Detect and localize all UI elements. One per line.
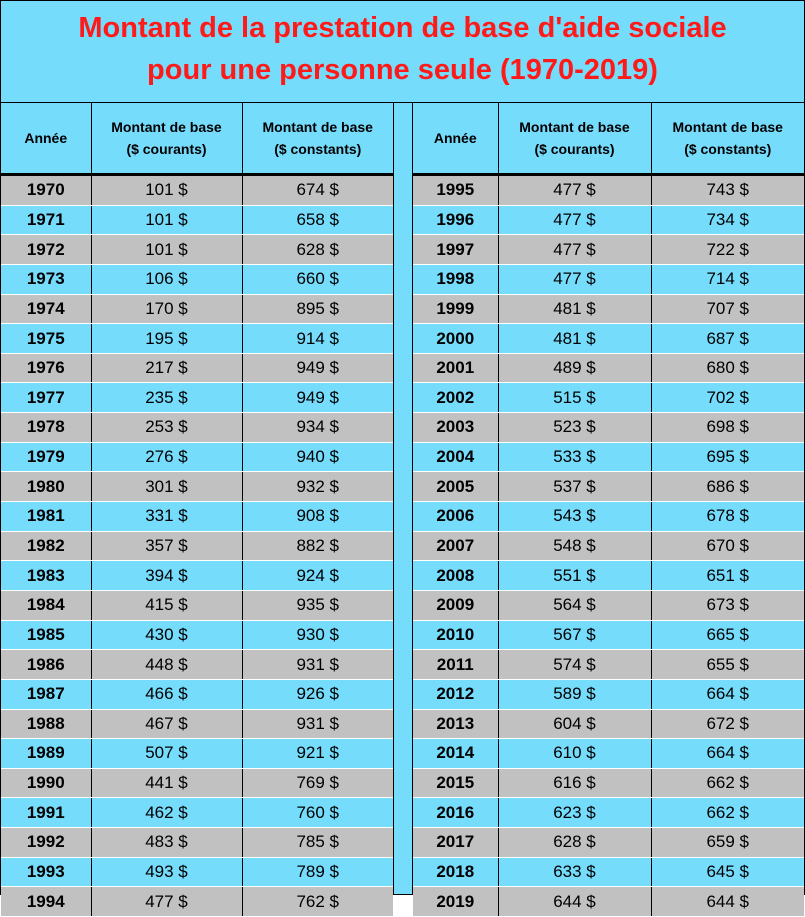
current-amount-cell: 564 $ <box>498 590 651 620</box>
year-cell: 2016 <box>413 798 498 828</box>
year-cell: 1988 <box>1 709 91 739</box>
current-amount-cell: 515 $ <box>498 383 651 413</box>
table-row <box>413 531 804 561</box>
header-constant <box>651 103 804 175</box>
current-amount-cell: 537 $ <box>498 472 651 502</box>
year-cell: 1994 <box>1 887 91 917</box>
year-cell: 1997 <box>413 235 498 265</box>
constant-amount-cell: 673 $ <box>651 590 804 620</box>
current-amount-cell: 276 $ <box>91 442 242 472</box>
year-cell: 1970 <box>1 175 91 206</box>
year-cell: 1986 <box>1 650 91 680</box>
header-current-line1: Montant de base <box>519 119 630 135</box>
header-constant-line2: ($ constants) <box>684 141 772 157</box>
table-row <box>1 739 393 769</box>
current-amount-cell: 101 $ <box>91 175 242 206</box>
table-row <box>1 828 393 858</box>
year-cell: 1995 <box>413 175 498 206</box>
constant-amount-cell: 645 $ <box>651 857 804 887</box>
current-amount-cell: 493 $ <box>91 857 242 887</box>
year-cell: 1973 <box>1 264 91 294</box>
year-cell: 2014 <box>413 739 498 769</box>
table-row <box>413 442 804 472</box>
year-cell: 2002 <box>413 383 498 413</box>
header-constant <box>242 103 393 175</box>
current-amount-cell: 644 $ <box>498 887 651 917</box>
year-cell: 2009 <box>413 590 498 620</box>
constant-amount-cell: 707 $ <box>651 294 804 324</box>
year-cell: 2000 <box>413 324 498 354</box>
table-row <box>413 472 804 502</box>
table-row <box>1 531 393 561</box>
header-constant-line1: Montant de base <box>262 119 373 135</box>
table-row <box>413 413 804 443</box>
header-constant-line2: ($ constants) <box>274 141 362 157</box>
year-cell: 1992 <box>1 828 91 858</box>
table-row <box>413 561 804 591</box>
page-title <box>1 1 804 103</box>
constant-amount-cell: 785 $ <box>242 828 393 858</box>
header-year <box>413 103 498 175</box>
year-cell: 2018 <box>413 857 498 887</box>
year-cell: 2015 <box>413 768 498 798</box>
table-row <box>1 857 393 887</box>
table-row <box>413 739 804 769</box>
constant-amount-cell: 655 $ <box>651 650 804 680</box>
year-cell: 1993 <box>1 857 91 887</box>
table-row <box>413 620 804 650</box>
table-row <box>1 887 393 917</box>
table-row <box>413 175 804 206</box>
current-amount-cell: 489 $ <box>498 353 651 383</box>
current-amount-cell: 467 $ <box>91 709 242 739</box>
constant-amount-cell: 680 $ <box>651 353 804 383</box>
current-amount-cell: 589 $ <box>498 679 651 709</box>
current-amount-cell: 574 $ <box>498 650 651 680</box>
header-current <box>91 103 242 175</box>
constant-amount-cell: 789 $ <box>242 857 393 887</box>
left-header-row <box>1 103 393 175</box>
constant-amount-cell: 678 $ <box>651 502 804 532</box>
year-cell: 2011 <box>413 650 498 680</box>
constant-amount-cell: 674 $ <box>242 175 393 206</box>
constant-amount-cell: 734 $ <box>651 205 804 235</box>
year-cell: 2012 <box>413 679 498 709</box>
year-cell: 1998 <box>413 264 498 294</box>
table-row <box>413 650 804 680</box>
current-amount-cell: 430 $ <box>91 620 242 650</box>
year-cell: 1980 <box>1 472 91 502</box>
current-amount-cell: 441 $ <box>91 768 242 798</box>
current-amount-cell: 195 $ <box>91 324 242 354</box>
right-table-panel <box>413 103 804 911</box>
year-cell: 2005 <box>413 472 498 502</box>
constant-amount-cell: 670 $ <box>651 531 804 561</box>
year-cell: 1971 <box>1 205 91 235</box>
current-amount-cell: 628 $ <box>498 828 651 858</box>
constant-amount-cell: 651 $ <box>651 561 804 591</box>
constant-amount-cell: 908 $ <box>242 502 393 532</box>
current-amount-cell: 633 $ <box>498 857 651 887</box>
constant-amount-cell: 949 $ <box>242 353 393 383</box>
table-row <box>413 828 804 858</box>
year-cell: 1982 <box>1 531 91 561</box>
right-table-body <box>413 175 804 917</box>
table-row <box>413 679 804 709</box>
constant-amount-cell: 762 $ <box>242 887 393 917</box>
year-cell: 2008 <box>413 561 498 591</box>
constant-amount-cell: 644 $ <box>651 887 804 917</box>
constant-amount-cell: 702 $ <box>651 383 804 413</box>
table-row <box>413 353 804 383</box>
table-row <box>1 709 393 739</box>
table-row <box>413 264 804 294</box>
year-cell: 2017 <box>413 828 498 858</box>
current-amount-cell: 106 $ <box>91 264 242 294</box>
table-row <box>1 383 393 413</box>
constant-amount-cell: 934 $ <box>242 413 393 443</box>
left-table-body <box>1 175 393 917</box>
header-year-label: Année <box>433 130 477 146</box>
current-amount-cell: 481 $ <box>498 324 651 354</box>
table-row <box>1 679 393 709</box>
current-amount-cell: 101 $ <box>91 205 242 235</box>
table-row <box>1 294 393 324</box>
table-row <box>1 472 393 502</box>
constant-amount-cell: 665 $ <box>651 620 804 650</box>
table-row <box>413 857 804 887</box>
constant-amount-cell: 921 $ <box>242 739 393 769</box>
table-row <box>1 205 393 235</box>
current-amount-cell: 481 $ <box>498 294 651 324</box>
current-amount-cell: 101 $ <box>91 235 242 265</box>
current-amount-cell: 462 $ <box>91 798 242 828</box>
constant-amount-cell: 686 $ <box>651 472 804 502</box>
current-amount-cell: 483 $ <box>91 828 242 858</box>
year-cell: 1990 <box>1 768 91 798</box>
constant-amount-cell: 714 $ <box>651 264 804 294</box>
constant-amount-cell: 628 $ <box>242 235 393 265</box>
right-header-row <box>413 103 804 175</box>
constant-amount-cell: 931 $ <box>242 709 393 739</box>
title-line-2: pour une personne seule (1970-2019) <box>147 54 658 86</box>
year-cell: 2001 <box>413 353 498 383</box>
table-row <box>1 175 393 206</box>
year-cell: 1989 <box>1 739 91 769</box>
constant-amount-cell: 664 $ <box>651 679 804 709</box>
right-table <box>413 103 804 917</box>
year-cell: 1987 <box>1 679 91 709</box>
constant-amount-cell: 672 $ <box>651 709 804 739</box>
constant-amount-cell: 687 $ <box>651 324 804 354</box>
current-amount-cell: 253 $ <box>91 413 242 443</box>
year-cell: 1979 <box>1 442 91 472</box>
current-amount-cell: 170 $ <box>91 294 242 324</box>
constant-amount-cell: 698 $ <box>651 413 804 443</box>
header-current-line1: Montant de base <box>111 119 222 135</box>
current-amount-cell: 477 $ <box>91 887 242 917</box>
constant-amount-cell: 660 $ <box>242 264 393 294</box>
header-year <box>1 103 91 175</box>
table-row <box>413 768 804 798</box>
header-constant-line1: Montant de base <box>672 119 783 135</box>
current-amount-cell: 604 $ <box>498 709 651 739</box>
year-cell: 2019 <box>413 887 498 917</box>
current-amount-cell: 610 $ <box>498 739 651 769</box>
current-amount-cell: 543 $ <box>498 502 651 532</box>
header-current <box>498 103 651 175</box>
year-cell: 1983 <box>1 561 91 591</box>
table-row <box>1 620 393 650</box>
year-cell: 1984 <box>1 590 91 620</box>
constant-amount-cell: 895 $ <box>242 294 393 324</box>
current-amount-cell: 477 $ <box>498 175 651 206</box>
year-cell: 1975 <box>1 324 91 354</box>
year-cell: 2003 <box>413 413 498 443</box>
table-row <box>1 502 393 532</box>
year-cell: 1985 <box>1 620 91 650</box>
table-row <box>1 353 393 383</box>
table-row <box>413 235 804 265</box>
constant-amount-cell: 926 $ <box>242 679 393 709</box>
constant-amount-cell: 935 $ <box>242 590 393 620</box>
constant-amount-cell: 662 $ <box>651 768 804 798</box>
table-row <box>1 561 393 591</box>
year-cell: 1999 <box>413 294 498 324</box>
constant-amount-cell: 658 $ <box>242 205 393 235</box>
current-amount-cell: 477 $ <box>498 235 651 265</box>
table-row <box>413 205 804 235</box>
year-cell: 2013 <box>413 709 498 739</box>
current-amount-cell: 217 $ <box>91 353 242 383</box>
current-amount-cell: 477 $ <box>498 264 651 294</box>
current-amount-cell: 235 $ <box>91 383 242 413</box>
constant-amount-cell: 695 $ <box>651 442 804 472</box>
left-table <box>1 103 393 917</box>
constant-amount-cell: 930 $ <box>242 620 393 650</box>
current-amount-cell: 533 $ <box>498 442 651 472</box>
year-cell: 1977 <box>1 383 91 413</box>
current-amount-cell: 415 $ <box>91 590 242 620</box>
table-row <box>1 442 393 472</box>
current-amount-cell: 567 $ <box>498 620 651 650</box>
left-table-panel <box>1 103 393 911</box>
table-row <box>413 324 804 354</box>
table-row <box>413 383 804 413</box>
current-amount-cell: 623 $ <box>498 798 651 828</box>
year-cell: 2010 <box>413 620 498 650</box>
year-cell: 2004 <box>413 442 498 472</box>
table-row <box>1 798 393 828</box>
constant-amount-cell: 882 $ <box>242 531 393 561</box>
constant-amount-cell: 743 $ <box>651 175 804 206</box>
constant-amount-cell: 659 $ <box>651 828 804 858</box>
year-cell: 1976 <box>1 353 91 383</box>
table-row <box>413 294 804 324</box>
constant-amount-cell: 924 $ <box>242 561 393 591</box>
constant-amount-cell: 914 $ <box>242 324 393 354</box>
current-amount-cell: 507 $ <box>91 739 242 769</box>
table-row <box>413 798 804 828</box>
table-row <box>413 502 804 532</box>
column-gap <box>393 103 413 894</box>
header-year-label: Année <box>24 130 68 146</box>
constant-amount-cell: 760 $ <box>242 798 393 828</box>
current-amount-cell: 448 $ <box>91 650 242 680</box>
constant-amount-cell: 664 $ <box>651 739 804 769</box>
current-amount-cell: 551 $ <box>498 561 651 591</box>
constant-amount-cell: 769 $ <box>242 768 393 798</box>
constant-amount-cell: 940 $ <box>242 442 393 472</box>
current-amount-cell: 523 $ <box>498 413 651 443</box>
table-row <box>1 264 393 294</box>
constant-amount-cell: 932 $ <box>242 472 393 502</box>
year-cell: 1981 <box>1 502 91 532</box>
title-line-1: Montant de la prestation de base d'aide sociale <box>78 12 727 44</box>
year-cell: 2006 <box>413 502 498 532</box>
constant-amount-cell: 722 $ <box>651 235 804 265</box>
year-cell: 1978 <box>1 413 91 443</box>
year-cell: 2007 <box>413 531 498 561</box>
header-current-line2: ($ courants) <box>534 141 615 157</box>
current-amount-cell: 477 $ <box>498 205 651 235</box>
table-row <box>1 235 393 265</box>
table-row <box>1 590 393 620</box>
current-amount-cell: 331 $ <box>91 502 242 532</box>
header-current-line2: ($ courants) <box>126 141 207 157</box>
current-amount-cell: 548 $ <box>498 531 651 561</box>
table-row <box>413 887 804 917</box>
table-row <box>1 324 393 354</box>
constant-amount-cell: 662 $ <box>651 798 804 828</box>
table-row <box>1 413 393 443</box>
current-amount-cell: 616 $ <box>498 768 651 798</box>
current-amount-cell: 301 $ <box>91 472 242 502</box>
current-amount-cell: 394 $ <box>91 561 242 591</box>
table-row <box>413 709 804 739</box>
year-cell: 1972 <box>1 235 91 265</box>
constant-amount-cell: 949 $ <box>242 383 393 413</box>
table-row <box>413 590 804 620</box>
year-cell: 1991 <box>1 798 91 828</box>
current-amount-cell: 466 $ <box>91 679 242 709</box>
year-cell: 1996 <box>413 205 498 235</box>
table-row <box>1 650 393 680</box>
current-amount-cell: 357 $ <box>91 531 242 561</box>
year-cell: 1974 <box>1 294 91 324</box>
constant-amount-cell: 931 $ <box>242 650 393 680</box>
table-row <box>1 768 393 798</box>
